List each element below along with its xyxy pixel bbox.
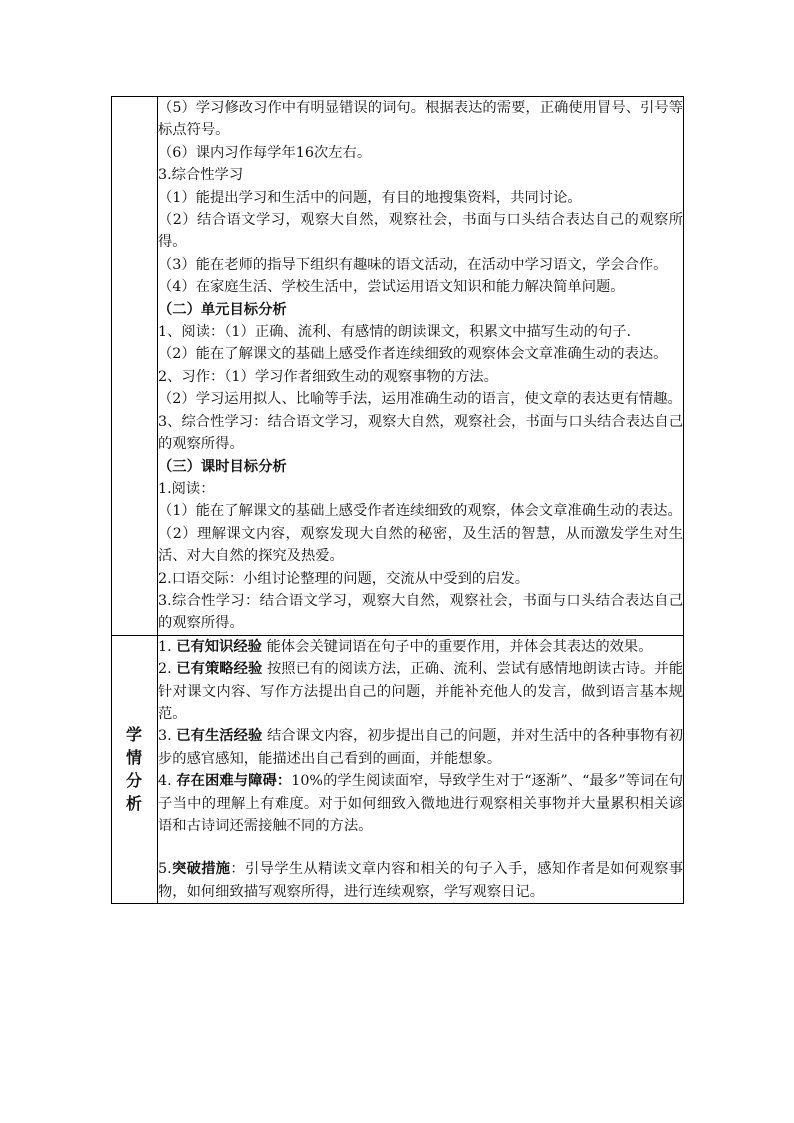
row-label-cell [112,635,158,903]
analysis-item [158,770,683,837]
item-heading: 已有策略经验 [176,661,263,678]
table-row [112,97,684,636]
item-heading: 已有生活经验 [176,728,263,745]
analysis-item [158,636,683,658]
item-text: 能体会关键词语在句子中的重要作用，并体会其表达的效果。 [261,638,653,655]
text-line: 3.综合性学习：结合语文学习，观察大自然，观察社会，书面与口头结合表达自己的观察所得。 [158,592,683,632]
row-label-learning-analysis: 学情分析 [125,725,143,814]
text-line: 3、综合性学习：结合语文学习，观察大自然，观察社会，书面与口头结合表达自己的观察所得。 [158,413,683,453]
item-number: 5. [158,861,172,878]
text-line: 3.综合性学习 [158,167,244,184]
text-line: （2）理解课文内容，观察发现大自然的秘密，及生活的智慧，从而激发学生对生活、对大自然的探究及热爱。 [158,525,683,565]
item-number: 4. [158,773,177,790]
row-label-cell [112,97,158,636]
item-text: 10%的学生阅读面窄，导致学生对于“逐渐”、“最多”等词在句子当中的理解上有难度。对于如何细致入微地进行观察相关事物并大量累积相关谚语和古诗词还需接触不同的方法。 [158,773,684,834]
lesson-plan-table [111,96,684,904]
text-line: 2.口语交际：小组讨论整理的问题，交流从中受到的启发。 [158,570,530,587]
item-number: 1. [158,638,177,655]
item-text: 按照已有的阅读方法，正确、流利、尝试有感情地朗读古诗。并能针对课文内容、写作方法提出自己的问题，并能补充他人的发言，做到语言基本规范。 [158,661,684,722]
item-heading: 已有知识经验 [176,638,262,655]
text-line: （2）结合语文学习，观察大自然，观察社会，书面与口头结合表达自己的观察所得。 [158,212,683,251]
item-number: 3. [158,728,177,745]
item-text: ：引导学生从精读文章内容和相关的句子入手，感知作者是如何观察事物，如何细致描写观察所得，进行连续观察，学写观察日记。 [158,861,684,900]
analysis-item [158,858,683,903]
text-line: （6）课内习作每学年16次左右。 [158,144,372,161]
text-line: （1）能提出学习和生活中的问题，有目的地搜集资料，共同讨论。 [158,189,582,206]
text-line: 1、阅读：（1）正确、流利、有感情的朗读课文，积累文中描写生动的句子. [158,324,632,341]
section-heading: （三）课时目标分析 [158,458,287,475]
analysis-item [158,725,683,770]
text-line: （4）在家庭生活、学校生活中，尝试运用语文知识和能力解决简单问题。 [158,279,625,296]
text-line: 1.阅读： [158,480,215,497]
analysis-item [158,658,683,725]
text-line: 2、习作：（1）学习作者细致生动的观察事物的方法。 [158,368,498,385]
blank-line [158,837,683,858]
text-line: （3）能在老师的指导下组织有趣味的语文活动，在活动中学习语文，学会合作。 [158,256,668,273]
item-text: 结合课文内容，初步提出自己的问题，并对生活中的各种事物有初步的感官感知，能描述出自己看到的画面，并能想象。 [158,728,684,767]
text-line: （2）学习运用拟人、比喻等手法，运用准确生动的语言，使文章的表达更有情趣。 [158,391,682,408]
item-number: 2. [158,661,177,678]
section-heading: （二）单元目标分析 [158,301,287,318]
item-heading: 存在困难与障碍： [176,773,292,790]
text-line: （1）能在了解课文的基础上感受作者连续细致的观察，体会文章准确生动的表达。 [158,503,682,520]
item-heading: 突破措施 [171,861,231,878]
analysis-cell [158,635,684,903]
text-line: （5）学习修改习作中有明显错误的词句。根据表达的需要，正确使用冒号、引号等标点符号。 [158,100,683,139]
text-line: （2）能在了解课文的基础上感受作者连续细致的观察体会文章准确生动的表达。 [158,346,668,363]
objectives-cell [158,97,684,636]
table-row [112,635,684,903]
